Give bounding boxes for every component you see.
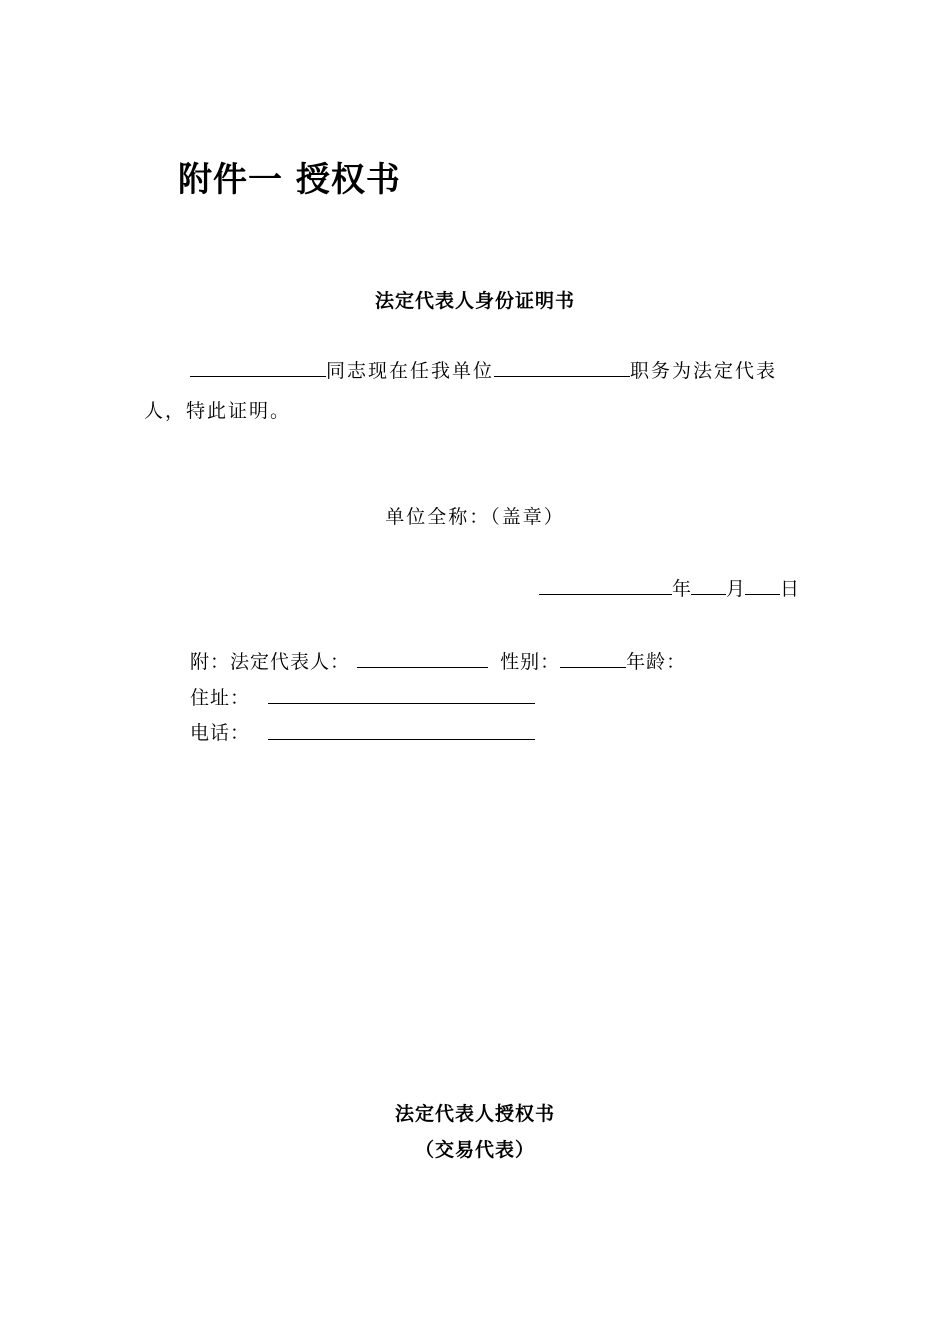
legal-rep-name-blank[interactable] (357, 647, 488, 668)
attachment-title: 附件一 授权书 (178, 160, 401, 200)
gender-label: 性别： (500, 651, 561, 673)
unit-full-name-label: 单位全称：（盖章） (385, 506, 565, 528)
legal-rep-prefix: 附：法定代表人： (190, 651, 351, 673)
date-line (539, 574, 799, 601)
certificate-line-2: 人，特此证明。 (144, 400, 292, 422)
phone-blank[interactable] (268, 739, 535, 740)
gender-blank[interactable] (560, 647, 626, 668)
position-blank[interactable] (494, 356, 630, 377)
year-blank[interactable] (539, 574, 672, 595)
certificate-text-1: 同志现在任我单位 (326, 360, 495, 382)
certificate-title: 法定代表人身份证明书 (374, 290, 575, 312)
phone-label: 电话： (190, 722, 251, 744)
age-label: 年龄： (626, 651, 687, 673)
name-blank[interactable] (190, 356, 326, 377)
year-label: 年 (672, 578, 692, 600)
month-label: 月 (726, 578, 746, 600)
day-blank[interactable] (745, 574, 780, 595)
address-line (190, 683, 250, 710)
day-label: 日 (780, 578, 800, 600)
address-blank[interactable] (268, 703, 535, 704)
certificate-text-2: 职务为法定代表 (630, 360, 778, 382)
phone-line (190, 718, 250, 745)
address-label: 住址： (190, 687, 251, 709)
authorization-title: 法定代表人授权书 (394, 1103, 555, 1125)
month-blank[interactable] (691, 574, 726, 595)
authorization-subtitle: （交易代表） (414, 1139, 535, 1161)
legal-rep-info-line (190, 647, 686, 674)
certificate-line-1 (190, 356, 777, 383)
